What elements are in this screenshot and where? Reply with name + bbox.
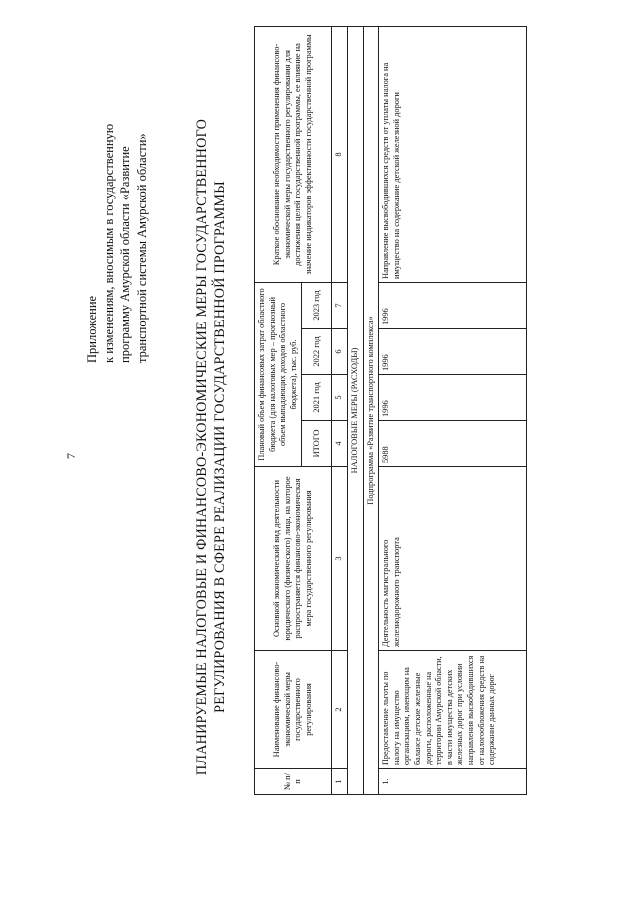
title-line: РЕГУЛИРОВАНИЯ В СФЕРЕ РЕАЛИЗАЦИИ ГОСУДАРСТВЕННОЙ ПРОГРАММЫ [212, 181, 228, 713]
row-2023: 1996 [379, 282, 527, 328]
subprogram-row [363, 26, 379, 794]
column-number: 3 [332, 467, 348, 651]
header-justification: Краткое обоснование необходимости применения финансово-экономической меры государственного регулирования для достижения целей государственной программы, ее влияние на значение индикаторов эффективности государственной программы [255, 26, 332, 282]
header-activity: Основной экономический вид деятельности юридического (физического) лица, на которое распространяется финансово-экономическая мера государственного регулирования [255, 467, 332, 651]
column-number: 6 [332, 329, 348, 375]
column-number: 8 [332, 26, 348, 282]
appendix-note [84, 124, 150, 363]
section-row [347, 26, 363, 794]
column-number: 7 [332, 282, 348, 328]
column-number: 2 [332, 651, 348, 769]
title-line: ПЛАНИРУЕМЫЕ НАЛОГОВЫЕ И ФИНАНСОВО-ЭКОНОМИЧЕСКИЕ МЕРЫ ГОСУДАРСТВЕННОГО [194, 118, 210, 776]
header-total: ИТОГО [302, 421, 332, 467]
row-2022: 1996 [379, 329, 527, 375]
header-name: Наименование финансово-экономической меры государственного регулирования [255, 651, 332, 769]
row-num: 1. [379, 769, 527, 795]
appendix-line: программу Амурской области «Развитие [118, 146, 132, 363]
row-activity: Деятельность магистрального железнодорожного транспорта [379, 467, 527, 651]
section-title: НАЛОГОВЫЕ МЕРЫ (РАСХОДЫ) [347, 26, 363, 794]
column-number: 4 [332, 421, 348, 467]
appendix-line: к изменениям, вносимым в государственную [101, 123, 116, 363]
row-measure-name: Предоставление льготы по налогу на имущество организациям, имеющим на балансе детские железные дороги, расположенные на территории Амурской области, в части имущества детских железных дорог при условии направления высвободившихся от налогообложения средств на содержание данных дорог [379, 651, 527, 769]
column-number: 5 [332, 375, 348, 421]
appendix-line: Приложение [85, 295, 99, 363]
document-title [193, 17, 229, 877]
header-year: 2023 год [302, 282, 332, 328]
header-num: № п/п [255, 769, 332, 795]
column-number-row [332, 26, 348, 794]
page-number: 7 [64, 453, 78, 459]
header-year: 2022 год [302, 329, 332, 375]
header-row [255, 26, 302, 794]
row-total: 5988 [379, 421, 527, 467]
row-2021: 1996 [379, 375, 527, 421]
table-row [379, 26, 527, 794]
row-justification: Направление высвободившихся средств от уплаты налога на имущество на содержание детской железной дороги [379, 26, 527, 282]
header-planned: Плановый объем финансовых затрат областного бюджета (для налоговых мер – прогнозный объем выпадающих доходов областного бюджета), тыс. руб. [255, 282, 302, 466]
header-year: 2021 год [302, 375, 332, 421]
appendix-line: транспортной системы Амурской области» [134, 133, 149, 363]
subprogram-title: Подпрограмма «Развитие транспортного комплекса» [363, 26, 379, 794]
measures-table [254, 26, 527, 795]
column-number: 1 [332, 769, 348, 795]
